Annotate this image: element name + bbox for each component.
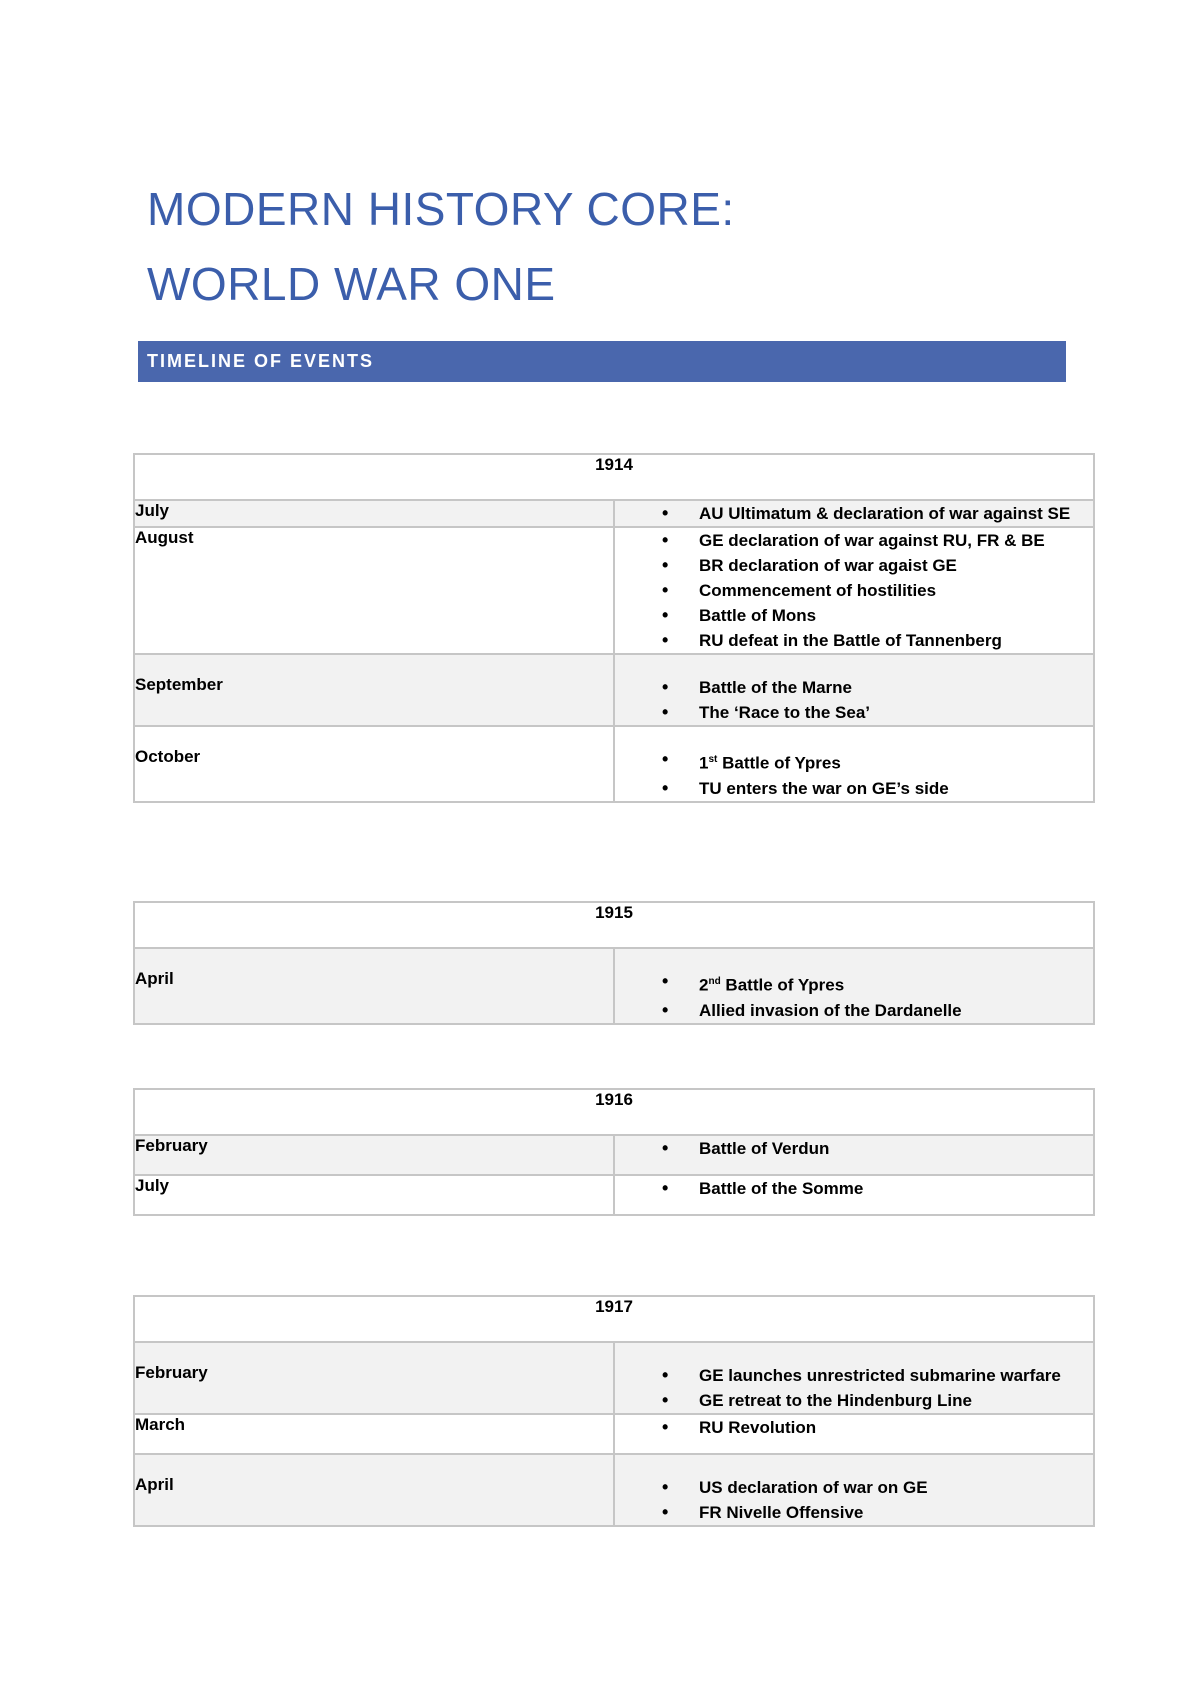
year-heading: 1916 bbox=[134, 1089, 1094, 1135]
month-cell: October bbox=[134, 726, 614, 802]
event-item: • RU defeat in the Battle of Tannenberg bbox=[615, 628, 1093, 653]
table-row bbox=[134, 1414, 1094, 1454]
event-item: • Allied invasion of the Dardanelle bbox=[615, 998, 1093, 1023]
event-item bbox=[615, 747, 1093, 776]
table-row bbox=[134, 1454, 1094, 1526]
month-cell: February bbox=[134, 1135, 614, 1175]
month-cell: July bbox=[134, 1175, 614, 1215]
event-item: • Battle of Mons bbox=[615, 603, 1093, 628]
month-cell: March bbox=[134, 1414, 614, 1454]
event-item: • RU Revolution bbox=[615, 1415, 1093, 1440]
events-cell bbox=[614, 1135, 1094, 1175]
table-row bbox=[134, 726, 1094, 802]
event-text: Battle of Ypres bbox=[722, 753, 841, 773]
month-cell: September bbox=[134, 654, 614, 726]
event-item: • TU enters the war on GE’s side bbox=[615, 776, 1093, 801]
month-cell: April bbox=[134, 1454, 614, 1526]
event-item: • US declaration of war on GE bbox=[615, 1475, 1093, 1500]
table-row bbox=[134, 500, 1094, 527]
ordinal-suffix: nd bbox=[708, 976, 721, 987]
table-row bbox=[134, 527, 1094, 654]
page-title-line2: WORLD WAR ONE bbox=[147, 258, 556, 310]
events-cell bbox=[614, 948, 1094, 1024]
events-cell bbox=[614, 500, 1094, 527]
event-item: • GE retreat to the Hindenburg Line bbox=[615, 1388, 1093, 1413]
table-row bbox=[134, 1175, 1094, 1215]
month-cell: July bbox=[134, 500, 614, 527]
event-item: • The ‘Race to the Sea’ bbox=[615, 700, 1093, 725]
timeline-table-1914 bbox=[133, 453, 1095, 803]
month-cell: August bbox=[134, 527, 614, 654]
events-cell bbox=[614, 527, 1094, 654]
events-cell bbox=[614, 1414, 1094, 1454]
table-row bbox=[134, 1135, 1094, 1175]
page-title-line1: MODERN HISTORY CORE: bbox=[147, 183, 735, 235]
year-heading: 1917 bbox=[134, 1296, 1094, 1342]
table-row bbox=[134, 948, 1094, 1024]
events-cell bbox=[614, 726, 1094, 802]
year-heading: 1914 bbox=[134, 454, 1094, 500]
year-heading: 1915 bbox=[134, 902, 1094, 948]
timeline-table-1916 bbox=[133, 1088, 1095, 1216]
event-item: • GE declaration of war against RU, FR & BE bbox=[615, 528, 1093, 553]
events-cell bbox=[614, 654, 1094, 726]
event-item: • FR Nivelle Offensive bbox=[615, 1500, 1093, 1525]
timeline-table-1915 bbox=[133, 901, 1095, 1025]
event-item: • Battle of Verdun bbox=[615, 1136, 1093, 1161]
timeline-table-1917 bbox=[133, 1295, 1095, 1527]
ordinal-number: 2 bbox=[699, 975, 709, 995]
event-item bbox=[615, 969, 1093, 998]
month-cell: April bbox=[134, 948, 614, 1024]
event-item: • AU Ultimatum & declaration of war against SE bbox=[615, 501, 1093, 526]
events-cell bbox=[614, 1454, 1094, 1526]
event-item: • Battle of the Somme bbox=[615, 1176, 1093, 1201]
event-text: Battle of Ypres bbox=[725, 975, 845, 995]
table-row bbox=[134, 654, 1094, 726]
event-item: • Commencement of hostilities bbox=[615, 578, 1093, 603]
event-item: • Battle of the Marne bbox=[615, 675, 1093, 700]
event-item: • GE launches unrestricted submarine warfare bbox=[615, 1363, 1093, 1388]
ordinal-suffix: st bbox=[708, 754, 718, 765]
section-banner: TIMELINE OF EVENTS bbox=[138, 341, 1066, 382]
events-cell bbox=[614, 1342, 1094, 1414]
event-item: • BR declaration of war agaist GE bbox=[615, 553, 1093, 578]
month-cell: February bbox=[134, 1342, 614, 1414]
table-row bbox=[134, 1342, 1094, 1414]
ordinal-number: 1 bbox=[699, 753, 709, 773]
events-cell bbox=[614, 1175, 1094, 1215]
